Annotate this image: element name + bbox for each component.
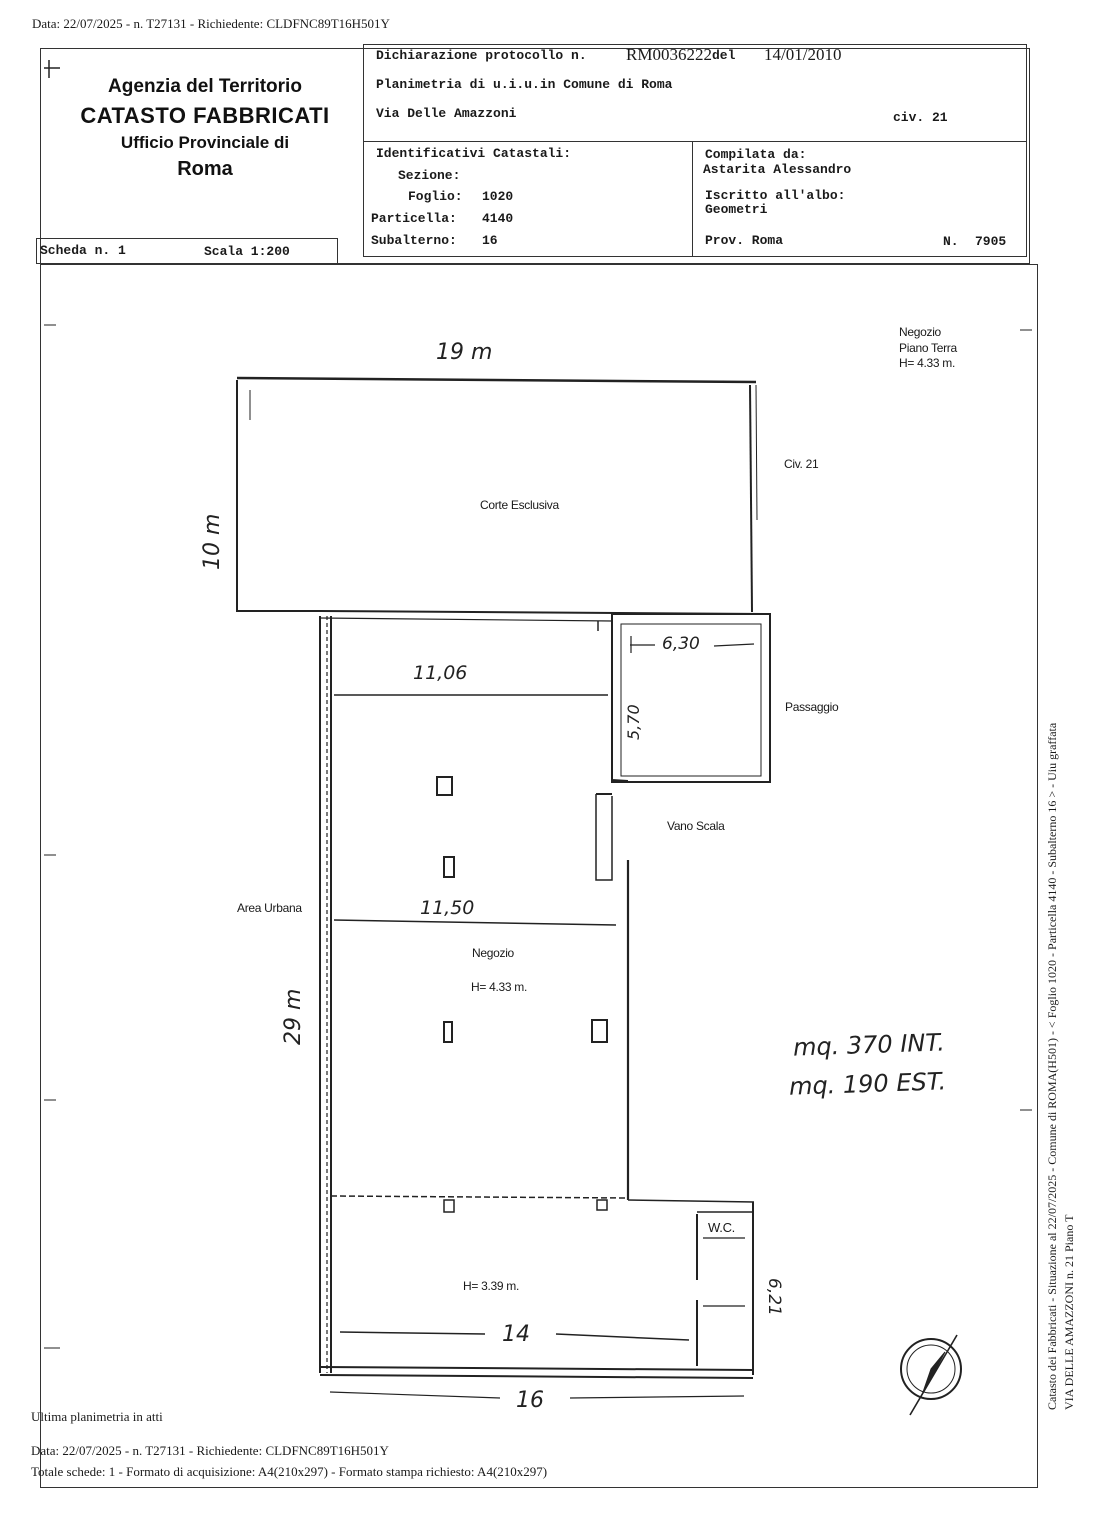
hand-passage-height: 5,70 bbox=[624, 704, 643, 740]
foglio-value: 1020 bbox=[482, 189, 514, 204]
hand-right-small: 6,21 bbox=[764, 1278, 784, 1316]
room-passaggio: Passaggio bbox=[785, 700, 839, 714]
pillar bbox=[437, 777, 452, 795]
albo-number-label: N. bbox=[943, 234, 959, 249]
albo-value: Geometri bbox=[705, 202, 768, 217]
hand-mq-int: mq. 370 INT. bbox=[792, 1028, 946, 1062]
corte-outline bbox=[237, 380, 320, 611]
protocol-date: 14/01/2010 bbox=[764, 45, 842, 64]
subalterno-value: 16 bbox=[482, 233, 498, 248]
corte-top-wall bbox=[237, 378, 756, 382]
hand-width-1150: 11,50 bbox=[420, 897, 475, 919]
side-catasto-text: Catasto dei Fabbricati - Situazione al 22/07/2025 - Comune di ROMA(H501) - < Foglio 1020 - Particella 4140 - Subalterno 16 > - Uiu graffata bbox=[1045, 722, 1059, 1410]
via-label: Via Delle Amazzoni bbox=[376, 106, 517, 121]
hand-mq-est: mq. 190 EST. bbox=[788, 1067, 947, 1101]
particella-label: Particella: bbox=[371, 211, 457, 226]
iscritto-label: Iscritto all'albo: bbox=[705, 188, 846, 203]
hand-left-long: 29 m bbox=[281, 988, 306, 1045]
room-wc: W.C. bbox=[708, 1220, 735, 1235]
ident-title: Identificativi Catastali: bbox=[376, 146, 572, 161]
ufficio-label: Ufficio Provinciale di bbox=[120, 133, 290, 152]
subalterno-label: Subalterno: bbox=[371, 233, 457, 248]
catasto-title: CATASTO FABBRICATI bbox=[80, 103, 330, 128]
hand-width-14: 14 bbox=[502, 1322, 530, 1347]
bottom-wall bbox=[320, 1367, 753, 1370]
hand-left-height: 10 m bbox=[200, 513, 225, 570]
particella-value: 4140 bbox=[482, 211, 514, 226]
hand-passage-width: 6,30 bbox=[662, 634, 700, 654]
sezione-label: Sezione: bbox=[398, 168, 461, 183]
lower-height: H= 3.39 m. bbox=[463, 1279, 520, 1293]
hand-width-1106: 11,06 bbox=[413, 662, 468, 684]
top-request-info: Data: 22/07/2025 - n. T27131 - Richiedente: CLDFNC89T16H501Y bbox=[32, 16, 390, 31]
room-vano-scala: Vano Scala bbox=[667, 819, 725, 833]
scheda-label: Scheda n. 1 bbox=[40, 243, 126, 258]
protocol-label: Dichiarazione protocollo n. bbox=[376, 48, 587, 63]
foglio-label: Foglio: bbox=[408, 189, 463, 204]
scala-label: Scala 1:200 bbox=[204, 244, 290, 259]
civic-label: Civ. 21 bbox=[784, 457, 819, 471]
albo-number: 7905 bbox=[975, 234, 1007, 249]
ufficio-city: Roma bbox=[177, 158, 233, 180]
hand-bottom-16: 16 bbox=[516, 1388, 544, 1413]
corte-right-wall bbox=[750, 385, 752, 612]
legend-negozio: Negozio bbox=[899, 325, 941, 339]
agency-name: Agenzia del Territorio bbox=[108, 76, 302, 97]
del-label: del bbox=[712, 48, 736, 63]
footer-ultima: Ultima planimetria in atti bbox=[31, 1409, 163, 1424]
compilata-title: Compilata da: bbox=[705, 147, 807, 162]
room-negozio: Negozio bbox=[472, 946, 514, 960]
civic-number: civ. 21 bbox=[893, 110, 948, 125]
footer-data: Data: 22/07/2025 - n. T27131 - Richiedente: CLDFNC89T16H501Y bbox=[31, 1443, 389, 1458]
pillar bbox=[592, 1020, 607, 1042]
legend-height: H= 4.33 m. bbox=[899, 356, 956, 370]
legend-piano: Piano Terra bbox=[899, 341, 957, 355]
prov-label: Prov. Roma bbox=[705, 233, 784, 248]
footer-totale: Totale schede: 1 - Formato di acquisizione: A4(210x297) - Formato stampa richiesto: A4(210x297) bbox=[31, 1464, 548, 1479]
compilata-name: Astarita Alessandro bbox=[703, 162, 852, 177]
area-urbana-label: Area Urbana bbox=[237, 901, 302, 915]
pillar bbox=[444, 857, 454, 877]
planimetria-label: Planimetria di u.i.u.in Comune di Roma bbox=[376, 77, 673, 92]
side-address-text: VIA DELLE AMAZZONI n. 21 Piano T bbox=[1062, 1214, 1076, 1410]
hand-top-width: 19 m bbox=[436, 340, 493, 365]
north-arrow-icon bbox=[901, 1335, 961, 1415]
protocol-number: RM0036222 bbox=[626, 45, 712, 64]
negozio-height: H= 4.33 m. bbox=[471, 980, 528, 994]
pillar bbox=[444, 1022, 452, 1042]
room-corte-esclusiva: Corte Esclusiva bbox=[480, 498, 559, 512]
